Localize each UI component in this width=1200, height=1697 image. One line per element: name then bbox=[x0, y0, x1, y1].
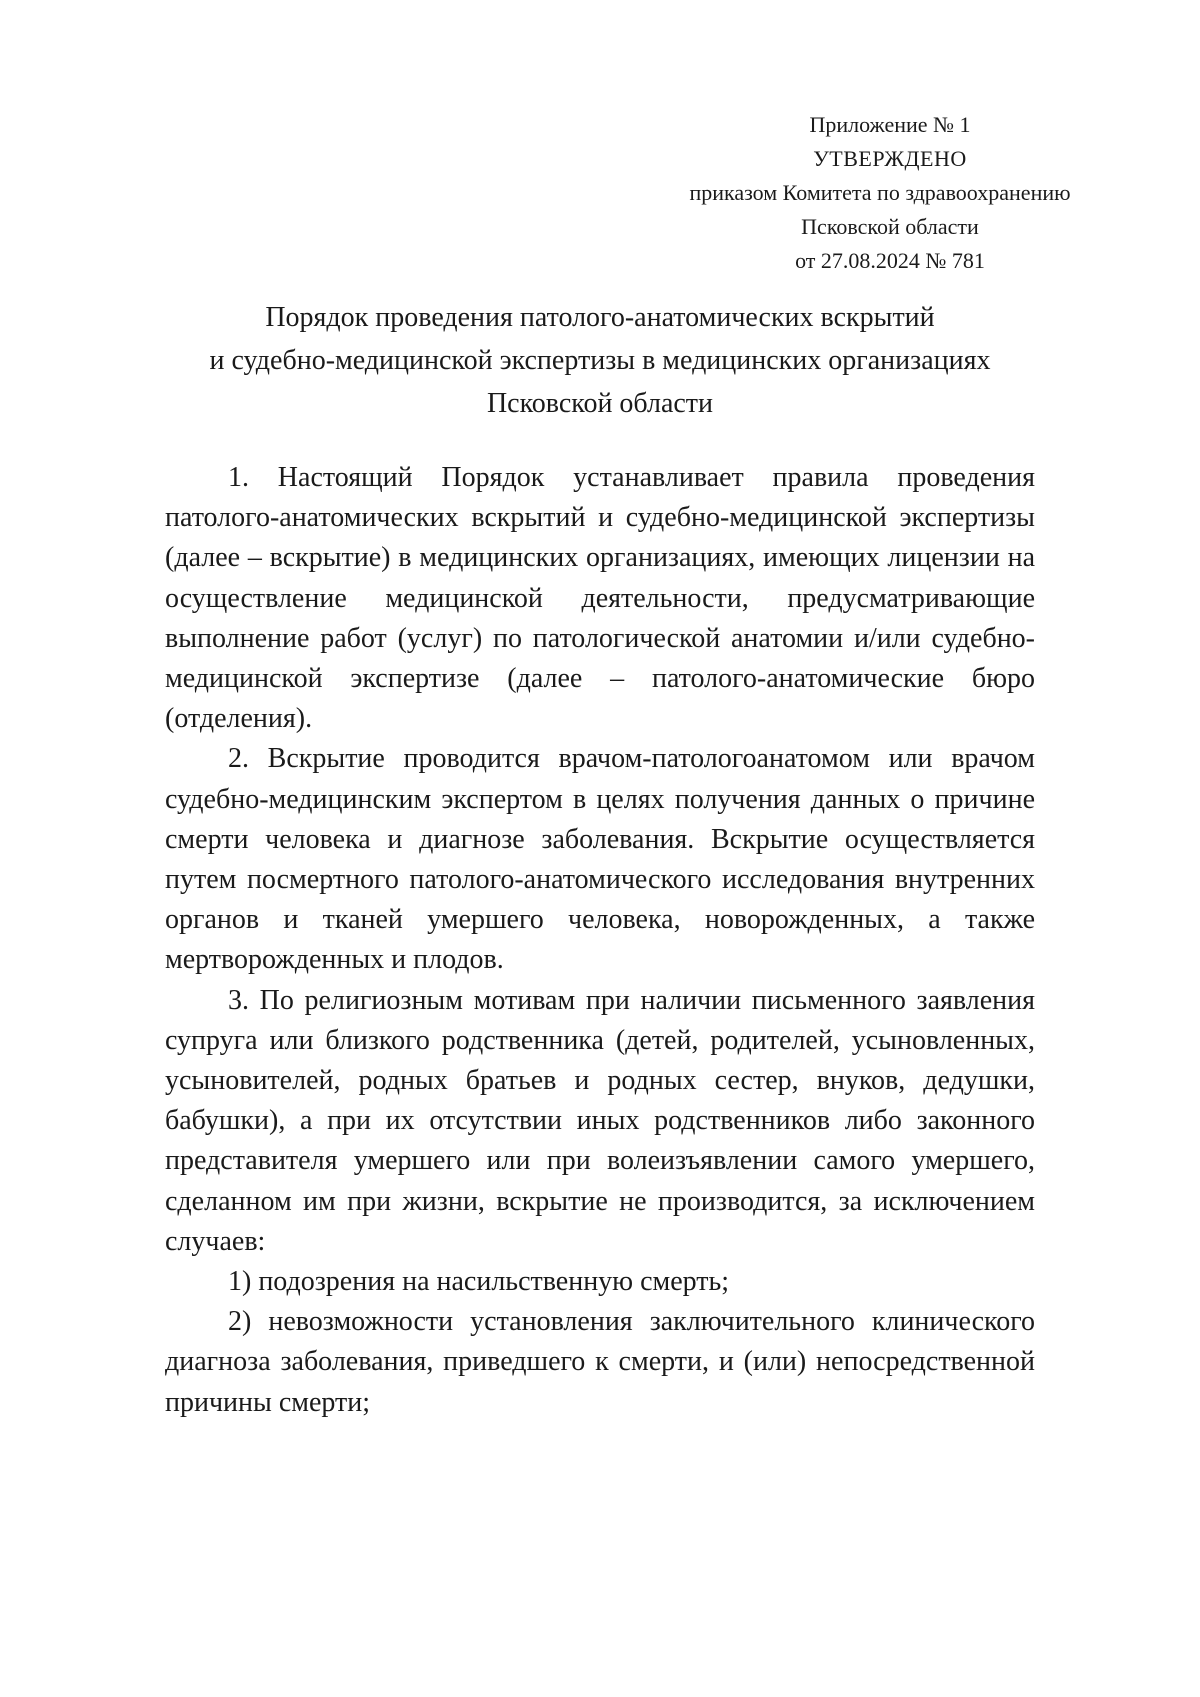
list-item-1: 1) подозрения на насильственную смерть; bbox=[228, 1266, 730, 1298]
region-line: Псковской области bbox=[801, 214, 979, 239]
approval-block bbox=[650, 108, 1130, 278]
appendix-label: Приложение № 1 bbox=[809, 112, 971, 137]
date-number-line: от 27.08.2024 № 781 bbox=[795, 248, 985, 273]
paragraph-2: 2. Вскрытие проводится врачом-патологоанатомом или врачом судебно-медицинским экспертом в целях получения данных о причине смерти человека и диагнозе заболевания. Вскрытие осуществляется путем посмертного патолого-анатомического исследования внутренних органов и тканей умершего человека, новорожденных, а также мертворожденных и плодов. bbox=[165, 743, 1035, 976]
list-item-2: 2) невозможности установления заключительного клинического диагноза заболевания, приведшего к смерти, и (или) непосредственной причины смерти; bbox=[165, 1306, 1035, 1418]
paragraph-3: 3. По религиозным мотивам при наличии письменного заявления супруга или близкого родственника (детей, родителей, усыновленных, усыновителей, родных братьев и родных сестер, внуков, дедушки, бабушки), а при их отсутствии иных родственников либо законного представителя умершего или при волеизъявлении самого умершего, сделанном им при жизни, вскрытие не производится, за исключением случаев: bbox=[165, 984, 1035, 1257]
order-line: приказом Комитета по здравоохранению bbox=[689, 180, 1071, 205]
document-title bbox=[165, 296, 1035, 425]
document-body bbox=[165, 458, 1035, 1423]
title-line-1: Порядок проведения патолого-анатомических вскрытий bbox=[265, 302, 935, 333]
approved-stamp-text: УТВЕРЖДЕНО bbox=[813, 146, 967, 171]
title-line-2: и судебно-медицинской экспертизы в медицинских организациях bbox=[209, 345, 991, 376]
paragraph-1: 1. Настоящий Порядок устанавливает правила проведения патолого-анатомических вскрытий и судебно-медицинской экспертизы (далее – вскрытие) в медицинских организациях, имеющих лицензии на осуществление медицинской деятельности, предусматривающие выполнение работ (услуг) по патологической анатомии и/или судебно-медицинской экспертизе (далее – патолого-анатомические бюро (отделения). bbox=[165, 462, 1035, 735]
title-line-3: Псковской области bbox=[486, 388, 714, 419]
